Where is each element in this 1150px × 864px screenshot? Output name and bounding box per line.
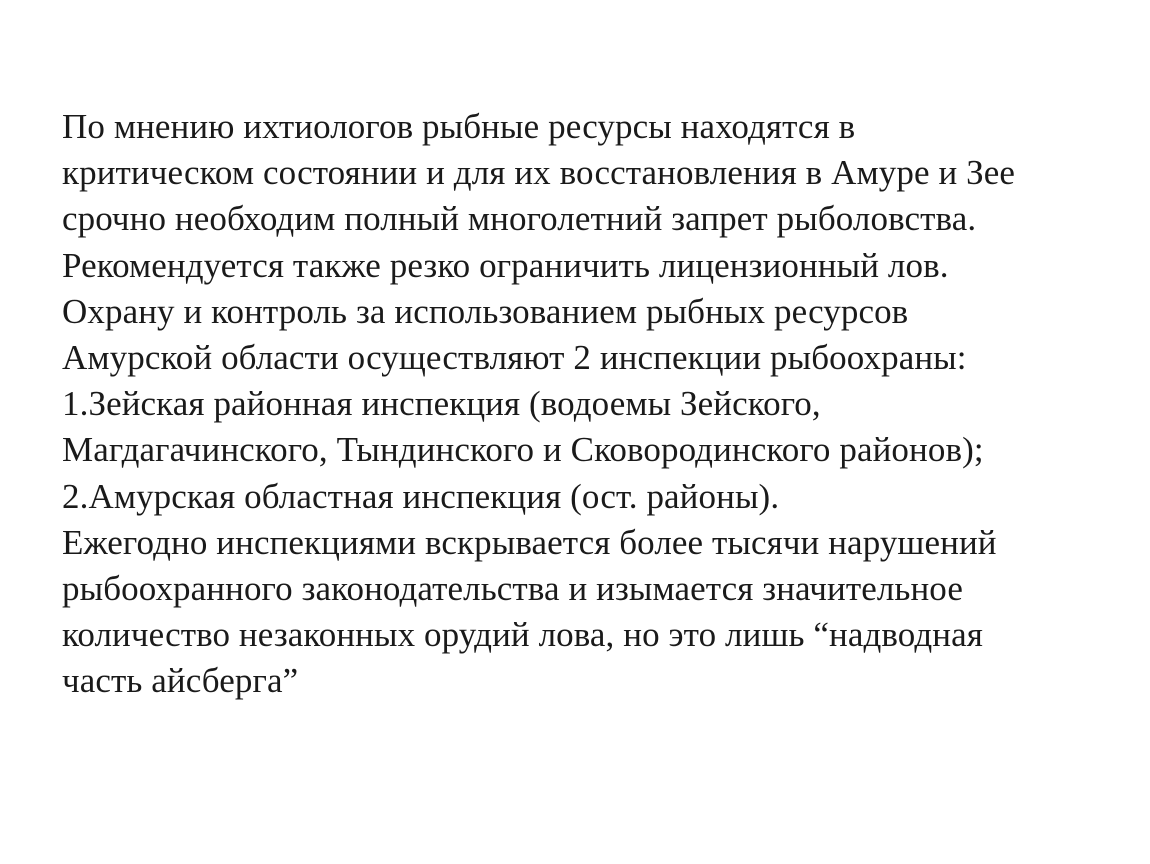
text-line: Магдагачинского, Тындинского и Сковородинского районов);	[62, 430, 984, 470]
list-item-1: 1.Зейская районная инспекция (водоемы Зейского,	[62, 384, 821, 424]
text-line: По мнению ихтиологов рыбные ресурсы находятся в	[62, 107, 856, 146]
text-line: срочно необходим полный многолетний запрет рыболовства.	[62, 199, 977, 239]
text-line: количество незаконных орудий лова, но это лишь “надводная	[62, 615, 983, 655]
text-line: часть айсберга”	[62, 661, 299, 701]
text-line: Рекомендуется также резко ограничить лицензионный лов.	[62, 245, 949, 285]
slide-body-text	[62, 104, 1142, 704]
text-line: Ежегодно инспекциями вскрывается более тысячи нарушений	[62, 522, 997, 562]
text-line: Охрану и контроль за использованием рыбных ресурсов	[62, 291, 909, 331]
text-line: Амурской области осуществляют 2 инспекции рыбоохраны:	[62, 337, 967, 377]
text-line: рыбоохранного законодательства и изымается значительное	[62, 568, 963, 608]
list-item-2: 2.Амурская областная инспекция (ост. районы).	[62, 476, 780, 516]
text-line: критическом состоянии и для их восстановления в Амуре и Зее	[62, 153, 1016, 193]
